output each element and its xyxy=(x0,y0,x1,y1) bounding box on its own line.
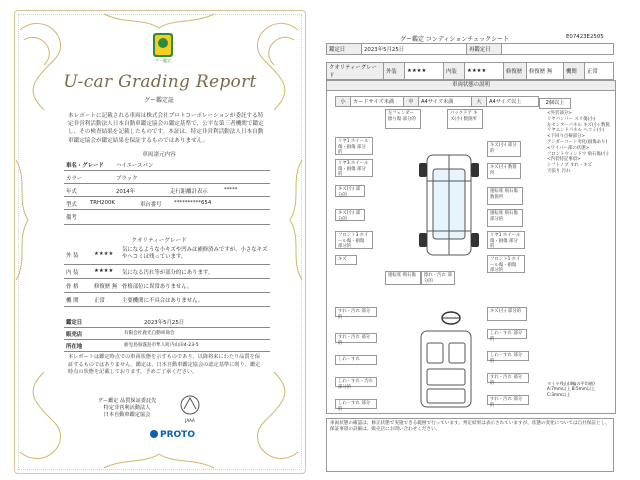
vehicle-color-value: ブラック xyxy=(116,176,138,182)
address-value: 鹿児島県霧島市隼人町内山田4-23-5 xyxy=(124,343,199,348)
sheet-disclaimer: 車両状態の確認は、修正状態で実施できる範囲で行っています。判定結果は表示されていますが、状態の変化については自社保証とし、保証事項の詳細は、販売店にお問い合わせください。 xyxy=(326,418,614,472)
annotation-box: すれ・汚れ 部分的 xyxy=(335,333,377,343)
jaaa-emblem-icon xyxy=(178,394,202,420)
vehicle-mileage-label: 走行距離計表示 xyxy=(170,189,208,195)
annotation-box: しわ・すれ 部分的 xyxy=(487,329,527,339)
annotation-box: すれ・汚れ 部分的 xyxy=(487,373,529,383)
size-small-label: 小 xyxy=(336,97,351,107)
size-small-value: カードサイズ未満 xyxy=(351,97,404,107)
badge-label: グー鑑定 xyxy=(155,58,171,63)
annotation-box: 左フェンダー 擦り傷 部分的 xyxy=(385,109,421,129)
address-row xyxy=(64,340,270,352)
car-interior-diagram xyxy=(411,329,481,409)
sheet-date-label: 鑑定日 xyxy=(327,44,362,55)
annotation-box: キズ(小) 部分的 xyxy=(335,209,365,221)
sheet-exterior-label: 外装 xyxy=(384,63,405,80)
notes-list xyxy=(547,111,611,175)
car-top-view-diagram xyxy=(399,141,499,269)
quality-engine-row xyxy=(64,292,270,307)
appraisal-date-row xyxy=(64,316,270,328)
vehicle-chassis-label: 車台番号 xyxy=(140,202,162,208)
vehicle-mileage-value: ***** xyxy=(224,187,238,193)
annotation-box: キズ(小) 数箇所 xyxy=(487,163,521,179)
appraisal-date-value: 2023年5月25日 xyxy=(144,320,185,326)
vehicle-year-row xyxy=(64,184,270,197)
quality-frame-row xyxy=(64,278,270,293)
org-line-3: 日本自動車鑑定協会 xyxy=(103,412,151,419)
steering-wheel-icon xyxy=(441,311,461,325)
vehicle-model-value: TRH200K xyxy=(90,200,115,206)
annotation-box: しわ・すれ xyxy=(335,355,377,365)
proto-logo xyxy=(150,430,195,440)
quality-frame-label: 骨 格 xyxy=(66,284,79,290)
annotation-box: リヤ1 ホイール傷・損傷 部分的 xyxy=(335,137,373,155)
sheet-interior-label: 内装 xyxy=(444,63,465,80)
sheet-reappraisal-value xyxy=(502,44,614,55)
shop-row xyxy=(64,328,270,340)
sheet-date-value: 2023年5月25日 xyxy=(362,44,467,55)
sizes-note: 2個以上 xyxy=(539,98,571,109)
note-item: フロントウィンドウ 飛石傷(小) xyxy=(547,151,609,157)
vehicle-color-row xyxy=(64,171,270,184)
jaaa-label: JAAA xyxy=(185,418,195,423)
vehicle-year-label: 年式 xyxy=(66,189,77,195)
certificate-subtitle: グー鑑定証 xyxy=(143,97,174,104)
annotation-box: しわ・すれ・汚れ 部分的 xyxy=(335,377,377,387)
note-item: <内装特記事項> xyxy=(547,157,581,163)
sheet-engine-value: 正常 xyxy=(585,63,614,80)
vehicle-name-label: 車名・グレード xyxy=(66,163,104,169)
grading-certificate xyxy=(0,0,318,480)
sheet-engine-label: 機関 xyxy=(564,63,585,80)
quality-frame-value: 修復歴 無 xyxy=(94,284,118,290)
annotation-box: 擦れ・汚れ 部分的 xyxy=(421,271,455,285)
proto-logo-text: PROTO xyxy=(160,430,195,440)
annotation-box: 運転席 飛石傷 部分的 xyxy=(487,209,523,227)
shop-value: 有限会社鹿光自動車商会 xyxy=(124,331,175,336)
sheet-grade-label: クオリティーグレード xyxy=(327,63,384,80)
annotation-box: すれ・汚れ 部分的 xyxy=(487,395,529,405)
org-block xyxy=(82,398,172,420)
appraisal-date-table xyxy=(326,43,614,55)
appraisal-date-label: 鑑定日 xyxy=(66,320,83,326)
quality-grade-table xyxy=(326,62,614,80)
annotation-box: 運転席 飛石傷 数箇所 xyxy=(487,187,523,205)
note-item: シフトノブ すれ・キズ xyxy=(547,163,592,169)
annotation-box: バックドア キズ(小) 数箇所 xyxy=(447,109,483,129)
note-item: リヤバンパー スリ傷(小) xyxy=(547,116,596,122)
quality-engine-desc: 主要機関に不具合はありません。 xyxy=(122,298,204,304)
quality-exterior-stars: ★★★★ xyxy=(94,251,114,257)
sheet-exterior-value: ★★★★ xyxy=(405,63,444,80)
quality-interior-label: 内 装 xyxy=(66,270,79,276)
sheet-interior-value: ★★★★ xyxy=(465,63,504,80)
quality-interior-desc: 気になる汚れ等が部分的にあります。 xyxy=(122,270,214,276)
note-item: アンダーコート劣化(損傷あり) xyxy=(547,139,608,145)
vehicle-chassis-value: **********654 xyxy=(174,200,212,206)
sheet-repair-value: 修復歴 無 xyxy=(527,63,564,80)
size-large-label: 大 xyxy=(472,97,487,107)
quality-interior-stars: ★★★★ xyxy=(94,268,114,274)
size-medium-label: 中 xyxy=(404,97,419,107)
sheet-reappraisal-label: 再鑑定日 xyxy=(467,44,502,55)
script-title: U-car Grading Report xyxy=(63,72,257,92)
quality-exterior-row xyxy=(64,246,270,265)
size-medium-value: A4サイズ未満 xyxy=(419,97,472,107)
certificate-footer-note: 本レポートは鑑定時点での車両状態を示すものであり、以降将来にわたり品質を保証するものではありません。鑑定は、日本自動車鑑定協会の認定基準に則り、鑑定時点の状態を記載しております。予めご了承ください。 xyxy=(68,354,261,376)
certificate-intro: 本レポートに記載される車両は株式会社プロトコーポレーションが委託する特定非営利活動法人日本自動車鑑定協会の鑑定基準で、公平な第三者機関で鑑定し、その検査結果を記載したものです。本証は、特定非営利活動法人日本自動車鑑定協会が鑑定結果を保証するものではありません。 xyxy=(68,113,264,144)
quality-exterior-desc: 気になるような小キズや凹みは補修済みですが、小さなキズやヘコミは残っています。 xyxy=(122,247,268,260)
annotation-box: フロント3 ホイール傷・損傷 部分的 xyxy=(335,231,373,249)
annotation-box: キズ(小) 部分的 xyxy=(335,185,365,197)
vehicle-name-row xyxy=(64,158,270,171)
annotation-box: フロント1 ホイール傷・損傷 部分的 xyxy=(487,255,525,273)
annotation-box: キズ(小) 部分的 xyxy=(487,307,527,321)
goo-appraisal-badge-icon xyxy=(152,32,174,58)
size-legend-table xyxy=(335,96,539,107)
sheet-title: グー鑑定 コンディションチェックシート xyxy=(400,36,510,43)
note-item: <下回り点検部分> xyxy=(547,134,586,140)
vehicle-model-row xyxy=(64,197,270,210)
annotation-box: リヤ1 ホイール傷・損傷 部分的 xyxy=(487,231,525,249)
sheet-repair-label: 修復歴 xyxy=(504,63,527,80)
quality-section-title: クオリティーグレード xyxy=(131,238,187,244)
annotation-box: 運転席 飛石傷 xyxy=(385,271,421,285)
org-line-2: 特定非営利活動法人 xyxy=(103,405,151,412)
shop-label: 販売店 xyxy=(66,332,83,338)
size-large-value: A4サイズ以上 xyxy=(487,97,539,107)
quality-interior-row xyxy=(64,264,270,279)
note-item: <ワイパー部の状態> xyxy=(547,145,590,151)
proto-mark-icon xyxy=(150,430,158,438)
vehicle-section-title: 車両諸元内容 xyxy=(142,152,176,158)
vehicle-year-value: 2014年 xyxy=(116,189,136,195)
sheet-doc-id: E07423E2505 xyxy=(566,34,604,40)
vehicle-color-label: カラー xyxy=(66,176,83,182)
annotation-box: リヤ3 ホイール傷・損傷 部分的 xyxy=(335,159,373,177)
vehicle-name-value: ハイエースバン xyxy=(116,163,154,169)
quality-exterior-label: 外 装 xyxy=(66,253,79,259)
quality-engine-value: 正常 xyxy=(94,298,105,304)
vehicle-model-label: 型式 xyxy=(66,202,77,208)
note-item: リヤエンドパネル ヘコミ(小) xyxy=(547,128,605,134)
note-item: 左センターパネル キズ(小) 数箇 xyxy=(547,122,610,128)
annotation-box: しわ・すれ 部分的 xyxy=(335,399,377,409)
note-item: 天張り 汚れ xyxy=(547,168,571,174)
vehicle-remarks-label: 備考 xyxy=(66,215,77,221)
quality-frame-desc: 骨格部位に異常ありません。 xyxy=(122,284,193,290)
annotation-box: しわ・すれ 部分的 xyxy=(487,351,529,361)
org-line-1: グー鑑定 品質保証委託先 xyxy=(97,398,157,404)
annotation-box: キズ(小) 部分的 xyxy=(487,141,521,157)
quality-engine-label: 機 関 xyxy=(66,298,79,304)
annotation-box: すれ・汚れ 部分的 xyxy=(335,307,377,317)
condition-title: 車両状態の説明 xyxy=(327,81,615,91)
vehicle-remarks-row xyxy=(64,210,270,225)
note-item: <外装部分> xyxy=(547,111,572,116)
annotation-box: キズ xyxy=(335,255,357,265)
condition-panel xyxy=(326,80,616,414)
tire-legend: タイヤ残山(4輪の平均値) A:7mm以上 B:5mm以上 C:3mm以上 xyxy=(547,381,596,397)
address-label: 所在地 xyxy=(66,344,83,350)
